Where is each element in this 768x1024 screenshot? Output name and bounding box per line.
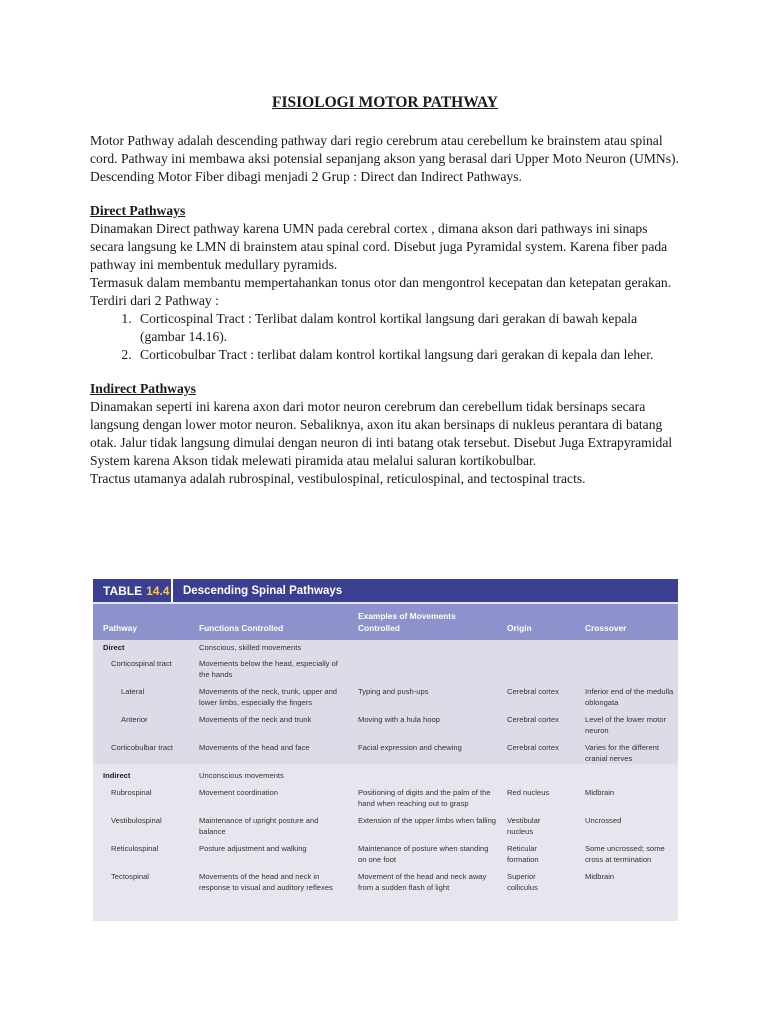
table-cell: Movements of the neck and trunk (199, 715, 312, 724)
table-cell: Movement coordination (199, 788, 278, 797)
table-cell: Superior colliculus (507, 872, 538, 892)
table-cell: Reticulospinal (111, 844, 159, 853)
direct-rows (93, 640, 678, 764)
table-cell: Midbrain (585, 872, 615, 881)
table-header-bar (93, 579, 678, 602)
table-cell: Tectospinal (111, 872, 149, 881)
page-title: FISIOLOGI MOTOR PATHWAY (272, 94, 498, 111)
list-item: 1. Corticospinal Tract : Terlibat dalam kontrol kortikal langsung dari gerakan di bawah kepala (gambar 14.16). (135, 310, 680, 346)
table-cell: Vestibular nucleus (507, 816, 541, 836)
descending-pathways-table (93, 579, 678, 921)
intro-paragraph: Motor Pathway adalah descending pathway dari regio cerebrum atau cerebellum ke brainstem atau spinal cord. Pathway ini membawa aksi potensial sepanjang akson yang berasal dari Upper Moto Neuron (UMNs). (90, 133, 679, 166)
table-cell: Indirect (103, 771, 131, 780)
table-cell: Unconscious movements (199, 771, 284, 780)
direct-paragraph: Dinamakan Direct pathway karena UMN pada cerebral cortex , dimana akson dari pathways ini sinaps secara langsung ke LMN di brainstem atau spinal cord. Disebut juga Pyramidal system. Karena fiber pada pathway ini membentuk medullary pyramids. (90, 221, 668, 272)
table-number: TABLE 14.4 (93, 579, 173, 602)
table-cell: Cerebral cortex (507, 687, 559, 696)
table-cell: Uncrossed (585, 816, 622, 825)
direct-list (90, 310, 680, 364)
table-cell: Typing and push-ups (358, 687, 429, 696)
table-cell: Level of the lower motor neuron (585, 715, 667, 735)
table-cell: Anterior (121, 715, 148, 724)
direct-heading: Direct Pathways (90, 203, 186, 218)
table-cell: Cerebral cortex (507, 743, 559, 752)
table-cell: Extension of the upper limbs when falling (358, 816, 497, 825)
column-header-pathway: Pathway (103, 623, 137, 633)
table-cell: Movements of the head and face (199, 743, 310, 752)
table-cell: Conscious, skilled movements (199, 643, 302, 652)
column-header-examples: Examples of Movements Controlled (358, 611, 456, 633)
table-cell: Cerebral cortex (507, 715, 559, 724)
direct-paragraph: Termasuk dalam membantu mempertahankan tonus otor dan mengontrol kecepatan dan ketepatan gerakan. (90, 275, 672, 290)
table-cell: Reticular formation (507, 844, 539, 864)
table-cell: Inferior end of the medulla oblongata (585, 687, 674, 707)
table-cell: Posture adjustment and walking (199, 844, 307, 853)
column-header-origin: Origin (507, 623, 532, 633)
direct-paragraph: Terdiri dari 2 Pathway : (90, 293, 219, 308)
table-cell: Positioning of digits and the palm of the hand when reaching out to grasp (358, 788, 491, 808)
indirect-rows (93, 766, 678, 921)
document-body (90, 132, 680, 488)
indirect-heading: Indirect Pathways (90, 381, 196, 396)
table-cell: Direct (103, 643, 125, 652)
intro-paragraph: Descending Motor Fiber dibagi menjadi 2 Grup : Direct dan Indirect Pathways. (90, 169, 522, 184)
table-cell: Corticospinal tract (111, 659, 172, 668)
table-cell: Vestibulospinal (111, 816, 162, 825)
table-cell: Movements of the neck, trunk, upper and lower limbs, especially the fingers (199, 687, 338, 707)
table-cell: Varies for the different cranial nerves (585, 743, 660, 763)
table-cell: Maintenance of posture when standing on one foot (358, 844, 489, 864)
table-column-headers (93, 604, 678, 640)
table-cell: Corticobulbar tract (111, 743, 174, 752)
column-header-crossover: Crossover (585, 623, 627, 633)
table-cell: Midbrain (585, 788, 615, 797)
table-cell: Facial expression and chewing (358, 743, 462, 752)
table-cell: Movements below the head, especially of the hands (199, 659, 338, 679)
indirect-paragraph: Dinamakan seperti ini karena axon dari motor neuron cerebrum dan cerebellum tidak bersinaps secara langsung dengan lower motor neuron. Sebaliknya, axon itu akan bersinaps di nukleus perantara di batang otak. Jalur tidak langsung dimulai dengan neuron di inti batang otak tersebut. Disebut Juga Extrapyramidal System karena Akson tidak melewati piramida atau melalui saluran kortikobulbar. (90, 399, 673, 468)
indirect-paragraph: Tractus utamanya adalah rubrospinal, vestibulospinal, reticulospinal, and tectospinal tracts. (90, 471, 586, 486)
table-cell: Lateral (121, 687, 145, 696)
table-cell: Rubrospinal (111, 788, 152, 797)
table-cell: Movements of the head and neck in response to visual and auditory reflexes (199, 872, 333, 892)
table-cell: Red nucleus (507, 788, 550, 797)
table-cell: Moving with a hula hoop (358, 715, 440, 724)
column-header-functions: Functions Controlled (199, 623, 284, 633)
table-cell: Some uncrossed; some cross at termination (585, 844, 665, 864)
table-cell: Maintenance of upright posture and balance (199, 816, 319, 836)
list-item: 2. Corticobulbar Tract : terlibat dalam kontrol kortikal langsung dari gerakan di kepala dan leher. (135, 346, 680, 364)
table-title: Descending Spinal Pathways (183, 584, 343, 597)
table-cell: Movement of the head and neck away from a sudden flash of light (358, 872, 487, 892)
